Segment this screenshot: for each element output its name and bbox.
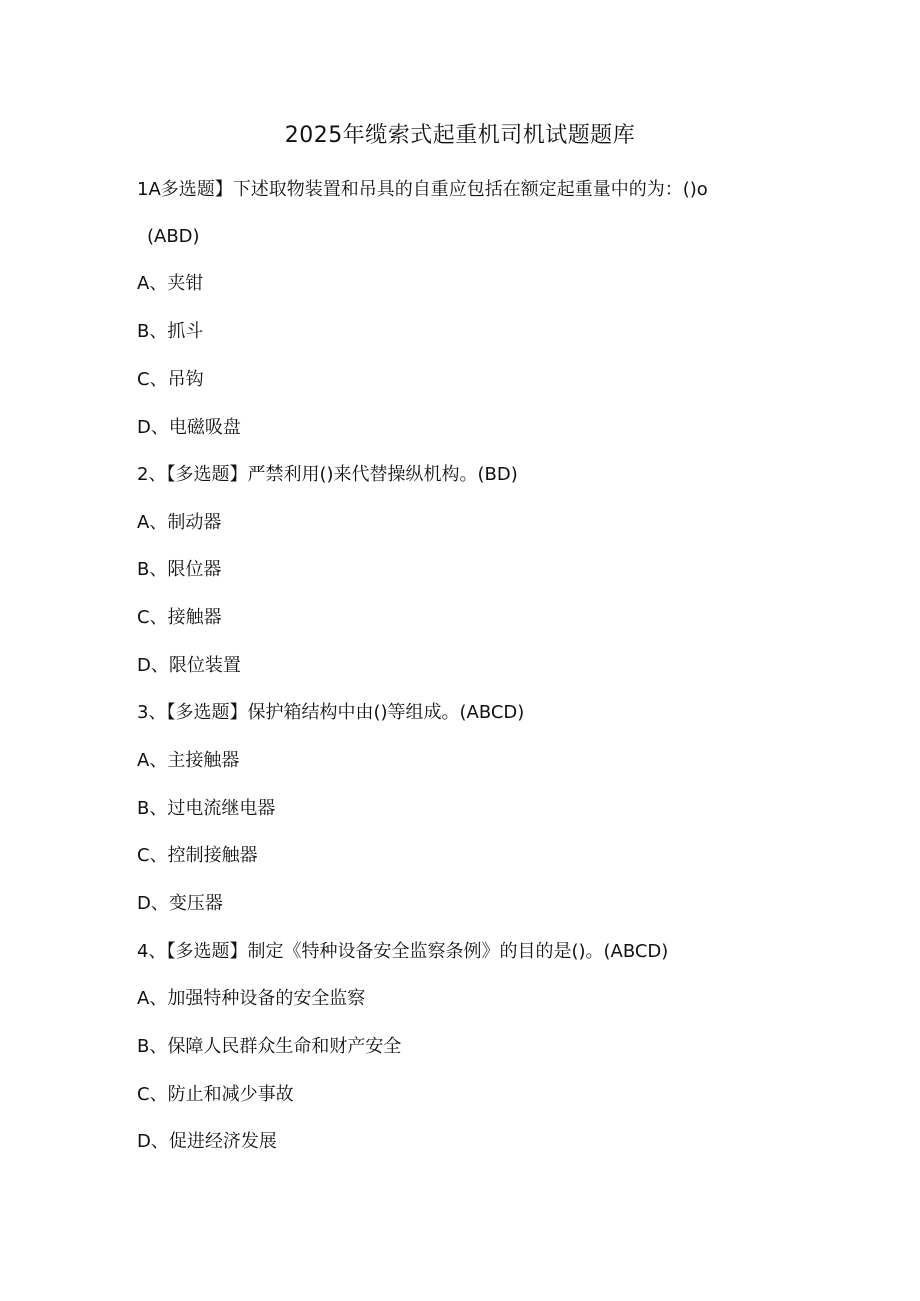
option-3d: D、变压器 — [137, 893, 223, 914]
question-stem-4: 4、【多选题】制定《特种设备安全监察条例》的目的是()。(ABCD) — [137, 941, 669, 962]
option-1c: C、吊钩 — [137, 369, 204, 390]
option-3a: A、主接触器 — [137, 750, 240, 771]
option-2c: C、接触器 — [137, 607, 222, 628]
question-stem-2: 2、【多选题】严禁利用()来代替操纵机构。(BD) — [137, 464, 518, 485]
question-stem-3: 3、【多选题】保护箱结构中由()等组成。(ABCD) — [137, 702, 525, 723]
option-3c: C、控制接触器 — [137, 845, 258, 866]
option-3b: B、过电流继电器 — [137, 798, 276, 819]
option-4d: D、促进经济发展 — [137, 1131, 277, 1152]
option-4c: C、防止和减少事故 — [137, 1084, 294, 1105]
option-2d: D、限位装置 — [137, 655, 241, 676]
option-1a: A、夹钳 — [137, 273, 204, 294]
question-answer-1: (ABD) — [147, 226, 200, 247]
option-2a: A、制动器 — [137, 512, 222, 533]
page-title: 2025年缆索式起重机司机试题题库 — [284, 123, 636, 148]
option-1b: B、抓斗 — [137, 321, 204, 342]
option-4b: B、保障人民群众生命和财产安全 — [137, 1036, 402, 1057]
option-4a: A、加强特种设备的安全监察 — [137, 988, 366, 1009]
question-stem-1: 1A多选题】下述取物装置和吊具的自重应包括在额定起重量中的为：()o — [137, 179, 708, 200]
option-2b: B、限位器 — [137, 559, 222, 580]
option-1d: D、电磁吸盘 — [137, 417, 241, 438]
